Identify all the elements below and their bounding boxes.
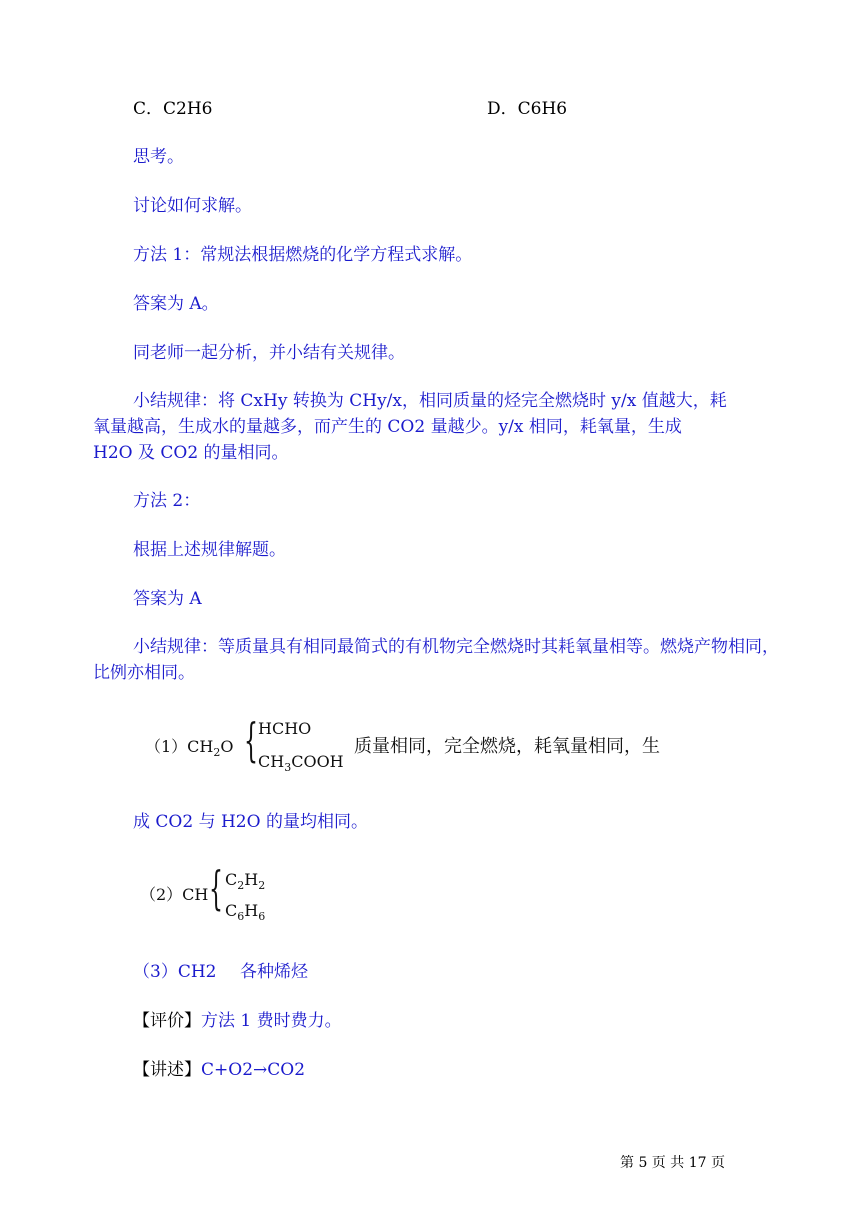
formula2-top-a: C bbox=[225, 870, 238, 889]
evaluation-tag: 【评价】 bbox=[133, 1011, 201, 1031]
formula1-o: O bbox=[220, 737, 234, 756]
formula1-label: （1）CH bbox=[145, 737, 214, 756]
after-formula1-line: 成 CO2 与 H2O 的量均相同。 bbox=[133, 812, 368, 832]
formula2-bottom-b: H bbox=[244, 901, 259, 920]
method2-line: 方法 2： bbox=[133, 491, 201, 511]
solve-line: 根据上述规律解题。 bbox=[133, 540, 286, 560]
formula2-bottom-a: C bbox=[225, 901, 238, 920]
item3-text: 各种烯烃 bbox=[240, 962, 308, 982]
think-line: 思考。 bbox=[133, 147, 184, 167]
option-c: C．C2H6 bbox=[133, 99, 213, 119]
answer2-line: 答案为 A bbox=[133, 589, 202, 609]
discuss-line: 讨论如何求解。 bbox=[133, 196, 252, 216]
formula2-bottom-sub1: 6 bbox=[237, 910, 245, 923]
statement-text: C+O2→CO2 bbox=[201, 1060, 306, 1080]
method1-line: 方法 1：常规法根据燃烧的化学方程式求解。 bbox=[133, 245, 473, 265]
option-d: D．C6H6 bbox=[487, 99, 568, 119]
page-footer: 第 5 页 共 17 页 bbox=[620, 1155, 725, 1171]
statement-line bbox=[133, 1060, 305, 1080]
rule2-line-1: 小结规律：等质量具有相同最简式的有机物完全燃烧时其耗氧量相等。燃烧产物相同， bbox=[133, 637, 779, 657]
formula2-top-sub2: 2 bbox=[258, 879, 266, 892]
rule1-line-2: 氧量越高，生成水的量越多，而产生的 CO2 量越少。y/x 相同，耗氧量，生成 bbox=[93, 417, 682, 437]
formula1-sub: 2 bbox=[213, 746, 221, 759]
item3-label: （3）CH2 bbox=[133, 962, 217, 982]
formula1-bottom-b: COOH bbox=[291, 752, 344, 771]
brace-2: { bbox=[209, 864, 223, 917]
rule2-line-2: 比例亦相同。 bbox=[93, 663, 195, 683]
formula1-bottom-sub: 3 bbox=[284, 761, 292, 774]
formula1-bottom-a: CH bbox=[258, 752, 285, 771]
statement-tag: 【讲述】 bbox=[133, 1060, 201, 1080]
formula2-bottom-sub2: 6 bbox=[258, 910, 266, 923]
brace-1: { bbox=[244, 716, 258, 769]
formula1-text: 质量相同，完全燃烧，耗氧量相同，生 bbox=[354, 736, 660, 757]
formula2-top-sub1: 2 bbox=[237, 879, 245, 892]
formula2-label: （2）CH bbox=[140, 885, 209, 904]
analyze-line: 同老师一起分析，并小结有关规律。 bbox=[133, 343, 405, 363]
rule1-line-3: H2O 及 CO2 的量相同。 bbox=[93, 443, 289, 463]
evaluation-text: 方法 1 费时费力。 bbox=[201, 1011, 342, 1031]
evaluation-line bbox=[133, 1011, 342, 1031]
formula1-top: HCHO bbox=[258, 719, 312, 738]
answer1-line: 答案为 A。 bbox=[133, 294, 219, 314]
rule1-line-1: 小结规律：将 CxHy 转换为 CHy/x，相同质量的烃完全燃烧时 y/x 值越大，耗 bbox=[133, 391, 727, 411]
formula2-top-b: H bbox=[244, 870, 259, 889]
